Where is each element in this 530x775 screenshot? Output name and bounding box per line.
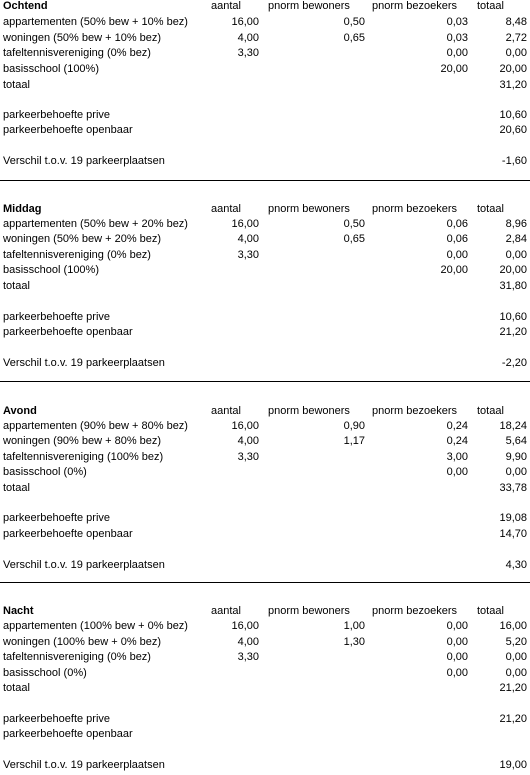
- row-pnorm-bezoekers: 0,00: [446, 651, 468, 663]
- section-header-row: [0, 403, 530, 419]
- totaal-value: 33,78: [499, 482, 527, 494]
- prive-value: 21,20: [499, 713, 527, 725]
- table-row: [0, 418, 530, 434]
- totaal-label: totaal: [3, 482, 30, 494]
- row-pnorm-bewoners: 0,50: [343, 218, 365, 230]
- verschil-row: [0, 355, 530, 371]
- column-header-pnorm-bewoners: pnorm bewoners: [268, 605, 350, 617]
- parkeerbehoefte-prive-row: [0, 510, 530, 526]
- verschil-row: [0, 757, 530, 773]
- row-label: tafeltennisvereniging (0% bez): [3, 651, 151, 663]
- row-pnorm-bezoekers: 20,00: [440, 264, 468, 276]
- row-pnorm-bezoekers: 0,06: [446, 233, 468, 245]
- row-pnorm-bezoekers: 0,00: [446, 47, 468, 59]
- openbaar-label: parkeerbehoefte openbaar: [3, 326, 133, 338]
- column-header-aantal: aantal: [211, 0, 241, 12]
- row-aantal: 16,00: [231, 16, 259, 28]
- parkeerbehoefte-openbaar-row: [0, 122, 530, 138]
- table-row: [0, 216, 530, 232]
- section-title: Ochtend: [3, 0, 48, 12]
- section-divider: [0, 381, 530, 382]
- row-label: woningen (50% bew + 10% bez): [3, 32, 162, 44]
- row-totaal: 0,00: [505, 466, 527, 478]
- prive-value: 10,60: [499, 311, 527, 323]
- row-aantal: 16,00: [231, 420, 259, 432]
- row-pnorm-bewoners: 0,65: [343, 32, 365, 44]
- row-label: appartementen (50% bew + 10% bez): [3, 16, 188, 28]
- column-header-aantal: aantal: [211, 405, 241, 417]
- openbaar-label: parkeerbehoefte openbaar: [3, 528, 133, 540]
- row-aantal: 3,30: [237, 451, 259, 463]
- table-row: [0, 14, 530, 30]
- row-label: appartementen (50% bew + 20% bez): [3, 218, 188, 230]
- verschil-label: Verschil t.o.v. 19 parkeerplaatsen: [3, 155, 165, 167]
- row-totaal: 0,00: [505, 667, 527, 679]
- column-header-pnorm-bewoners: pnorm bewoners: [268, 203, 350, 215]
- row-totaal: 2,84: [505, 233, 527, 245]
- row-aantal: 4,00: [237, 636, 259, 648]
- row-label: woningen (50% bew + 20% bez): [3, 233, 162, 245]
- table-row: [0, 665, 530, 681]
- column-header-aantal: aantal: [211, 605, 241, 617]
- row-aantal: 3,30: [237, 651, 259, 663]
- row-totaal: 18,24: [499, 420, 527, 432]
- row-totaal: 8,48: [505, 16, 527, 28]
- totaal-label: totaal: [3, 79, 30, 91]
- prive-value: 19,08: [499, 512, 527, 524]
- section-middag: [0, 201, 530, 402]
- openbaar-value: 20,60: [499, 124, 527, 136]
- row-label: appartementen (90% bew + 80% bez): [3, 420, 188, 432]
- openbaar-label: parkeerbehoefte openbaar: [3, 728, 133, 740]
- column-header-pnorm-bewoners: pnorm bewoners: [268, 405, 350, 417]
- table-row: [0, 464, 530, 480]
- row-pnorm-bewoners: 1,30: [343, 636, 365, 648]
- column-header-totaal: totaal: [477, 605, 504, 617]
- openbaar-label: parkeerbehoefte openbaar: [3, 124, 133, 136]
- totaal-value: 31,80: [499, 280, 527, 292]
- row-label: tafeltennisvereniging (0% bez): [3, 249, 151, 261]
- prive-value: 10,60: [499, 109, 527, 121]
- totaal-label: totaal: [3, 682, 30, 694]
- totaal-row: [0, 480, 530, 496]
- verschil-value: -2,20: [501, 357, 527, 369]
- verschil-row: [0, 153, 530, 169]
- row-label: basisschool (0%): [3, 667, 87, 679]
- column-header-totaal: totaal: [477, 0, 504, 12]
- parkeerbehoefte-prive-row: [0, 711, 530, 727]
- row-pnorm-bezoekers: 0,00: [446, 620, 468, 632]
- verschil-value: -1,60: [501, 155, 527, 167]
- table-row: [0, 649, 530, 665]
- column-header-totaal: totaal: [477, 203, 504, 215]
- section-title: Middag: [3, 203, 42, 215]
- verschil-value: 19,00: [499, 759, 527, 771]
- section-nacht: [0, 603, 530, 775]
- row-pnorm-bewoners: 1,17: [343, 435, 365, 447]
- row-label: tafeltennisvereniging (100% bez): [3, 451, 164, 463]
- column-header-pnorm-bezoekers: pnorm bezoekers: [372, 0, 457, 12]
- row-pnorm-bezoekers: 0,03: [446, 16, 468, 28]
- totaal-label: totaal: [3, 280, 30, 292]
- row-pnorm-bezoekers: 0,03: [446, 32, 468, 44]
- row-totaal: 20,00: [499, 264, 527, 276]
- totaal-value: 21,20: [499, 682, 527, 694]
- row-totaal: 0,00: [505, 47, 527, 59]
- row-label: woningen (90% bew + 80% bez): [3, 435, 162, 447]
- table-row: [0, 449, 530, 465]
- section-ochtend: [0, 0, 530, 201]
- table-row: [0, 45, 530, 61]
- verschil-label: Verschil t.o.v. 19 parkeerplaatsen: [3, 759, 165, 771]
- row-aantal: 16,00: [231, 620, 259, 632]
- parkeerbehoefte-prive-row: [0, 309, 530, 325]
- section-header-row: [0, 0, 530, 14]
- section-avond: [0, 402, 530, 603]
- table-row: [0, 231, 530, 247]
- row-pnorm-bezoekers: 3,00: [446, 451, 468, 463]
- row-totaal: 5,64: [505, 435, 527, 447]
- row-totaal: 9,90: [505, 451, 527, 463]
- prive-label: parkeerbehoefte prive: [3, 713, 111, 725]
- row-label: appartementen (100% bew + 0% bez): [3, 620, 188, 632]
- totaal-row: [0, 278, 530, 294]
- row-totaal: 8,96: [505, 218, 527, 230]
- row-aantal: 4,00: [237, 32, 259, 44]
- row-label: basisschool (100%): [3, 63, 99, 75]
- row-aantal: 16,00: [231, 218, 259, 230]
- totaal-row: [0, 680, 530, 696]
- row-pnorm-bezoekers: 0,24: [446, 435, 468, 447]
- row-totaal: 0,00: [505, 651, 527, 663]
- verschil-label: Verschil t.o.v. 19 parkeerplaatsen: [3, 559, 165, 571]
- row-totaal: 2,72: [505, 32, 527, 44]
- row-aantal: 4,00: [237, 233, 259, 245]
- row-pnorm-bezoekers: 20,00: [440, 63, 468, 75]
- openbaar-value: 21,20: [499, 326, 527, 338]
- table-row: [0, 247, 530, 263]
- row-pnorm-bezoekers: 0,00: [446, 636, 468, 648]
- row-totaal: 20,00: [499, 63, 527, 75]
- column-header-aantal: aantal: [211, 203, 241, 215]
- column-header-pnorm-bezoekers: pnorm bezoekers: [372, 405, 457, 417]
- section-header-row: [0, 201, 530, 217]
- row-aantal: 3,30: [237, 249, 259, 261]
- row-pnorm-bewoners: 1,00: [343, 620, 365, 632]
- prive-label: parkeerbehoefte prive: [3, 311, 111, 323]
- table-row: [0, 433, 530, 449]
- row-pnorm-bezoekers: 0,06: [446, 218, 468, 230]
- verschil-row: [0, 557, 530, 573]
- section-title: Nacht: [3, 605, 34, 617]
- row-totaal: 5,20: [505, 636, 527, 648]
- column-header-pnorm-bewoners: pnorm bewoners: [268, 0, 350, 12]
- row-pnorm-bezoekers: 0,00: [446, 466, 468, 478]
- verschil-label: Verschil t.o.v. 19 parkeerplaatsen: [3, 357, 165, 369]
- row-label: basisschool (0%): [3, 466, 87, 478]
- column-header-pnorm-bezoekers: pnorm bezoekers: [372, 203, 457, 215]
- verschil-value: 4,30: [505, 559, 527, 571]
- row-aantal: 4,00: [237, 435, 259, 447]
- prive-label: parkeerbehoefte prive: [3, 512, 111, 524]
- totaal-row: [0, 77, 530, 93]
- row-totaal: 0,00: [505, 249, 527, 261]
- parkeerbehoefte-prive-row: [0, 107, 530, 123]
- totaal-value: 31,20: [499, 79, 527, 91]
- section-divider: [0, 180, 530, 181]
- prive-label: parkeerbehoefte prive: [3, 109, 111, 121]
- table-row: [0, 30, 530, 46]
- row-pnorm-bezoekers: 0,24: [446, 420, 468, 432]
- section-divider: [0, 582, 530, 583]
- column-header-totaal: totaal: [477, 405, 504, 417]
- table-row: [0, 262, 530, 278]
- row-pnorm-bewoners: 0,50: [343, 16, 365, 28]
- parkeerbehoefte-openbaar-row: [0, 324, 530, 340]
- parkeerbehoefte-openbaar-row: [0, 726, 530, 742]
- row-pnorm-bezoekers: 0,00: [446, 667, 468, 679]
- row-label: basisschool (100%): [3, 264, 99, 276]
- row-aantal: 3,30: [237, 47, 259, 59]
- row-totaal: 16,00: [499, 620, 527, 632]
- row-pnorm-bewoners: 0,90: [343, 420, 365, 432]
- parkeerbehoefte-openbaar-row: [0, 526, 530, 542]
- row-label: woningen (100% bew + 0% bez): [3, 636, 162, 648]
- row-pnorm-bezoekers: 0,00: [446, 249, 468, 261]
- table-row: [0, 618, 530, 634]
- column-header-pnorm-bezoekers: pnorm bezoekers: [372, 605, 457, 617]
- table-row: [0, 61, 530, 77]
- row-label: tafeltennisvereniging (0% bez): [3, 47, 151, 59]
- section-title: Avond: [3, 405, 37, 417]
- row-pnorm-bewoners: 0,65: [343, 233, 365, 245]
- section-header-row: [0, 603, 530, 619]
- table-row: [0, 634, 530, 650]
- openbaar-value: 14,70: [499, 528, 527, 540]
